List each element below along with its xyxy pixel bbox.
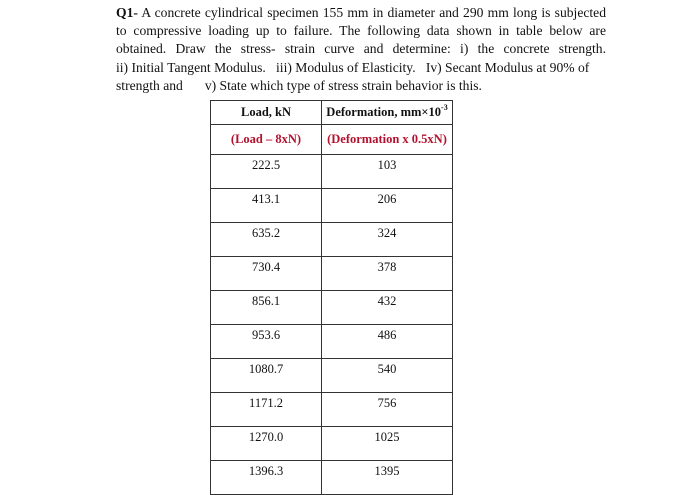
table-row — [211, 325, 453, 359]
table-header-row — [211, 101, 453, 125]
deformation-cell: 486 — [322, 325, 453, 359]
load-deformation-table — [210, 100, 453, 495]
load-cell: 222.5 — [211, 155, 322, 189]
table-row — [211, 223, 453, 257]
load-cell: 953.6 — [211, 325, 322, 359]
item-concrete-strength: i) the concrete strength. — [460, 41, 606, 57]
load-note: (Load – 8xN) — [211, 125, 322, 155]
table-row — [211, 359, 453, 393]
item-behavior-type: v) State which type of stress strain behavior is this. — [204, 77, 482, 93]
load-header: Load, kN — [211, 101, 322, 125]
question-line-4: ii) Initial Tangent Modulus. iii) Modulus of Elasticity. Iv) Secant Modulus at 90% of — [116, 59, 590, 75]
deformation-cell: 1025 — [322, 427, 453, 461]
deformation-cell: 378 — [322, 257, 453, 291]
deformation-cell: 432 — [322, 291, 453, 325]
question-line-5: strength and v) State which type of stress strain behavior is this. — [116, 77, 482, 93]
deformation-cell: 540 — [322, 359, 453, 393]
table-row — [211, 427, 453, 461]
question-line-2: to compressive loading up to failure. The following data shown in table below are — [116, 23, 606, 39]
table-body — [211, 155, 453, 495]
table-row — [211, 291, 453, 325]
table-note-row — [211, 125, 453, 155]
table-row — [211, 155, 453, 189]
load-cell: 1080.7 — [211, 359, 322, 393]
load-cell: 1270.0 — [211, 427, 322, 461]
question-number: Q1- — [116, 5, 138, 20]
table-row — [211, 257, 453, 291]
table-row — [211, 393, 453, 427]
item-secant-modulus: Iv) Secant Modulus at 90% of — [425, 59, 590, 75]
deformation-note: (Deformation x 0.5xN) — [322, 125, 453, 155]
deformation-cell: 1395 — [322, 461, 453, 495]
question-text — [116, 4, 606, 95]
deformation-cell: 103 — [322, 155, 453, 189]
deformation-cell: 206 — [322, 189, 453, 223]
question-line-1: Q1- A concrete cylindrical specimen 155 mm in diameter and 290 mm long is subjected — [116, 5, 606, 20]
deformation-cell: 756 — [322, 393, 453, 427]
deformation-exponent: -3 — [441, 103, 448, 112]
load-cell: 856.1 — [211, 291, 322, 325]
load-cell: 1396.3 — [211, 461, 322, 495]
question-line-3: obtained. Draw the stress- strain curve and determine: i) the concrete strength. — [116, 41, 606, 57]
load-cell: 635.2 — [211, 223, 322, 257]
deformation-cell: 324 — [322, 223, 453, 257]
deformation-header: Deformation, $mm\times 10^{-3}$ — [322, 101, 453, 125]
load-cell: 413.1 — [211, 189, 322, 223]
load-cell: 730.4 — [211, 257, 322, 291]
table-row — [211, 461, 453, 495]
item-modulus-elasticity: iii) Modulus of Elasticity. — [276, 59, 416, 75]
table-row — [211, 189, 453, 223]
load-cell: 1171.2 — [211, 393, 322, 427]
